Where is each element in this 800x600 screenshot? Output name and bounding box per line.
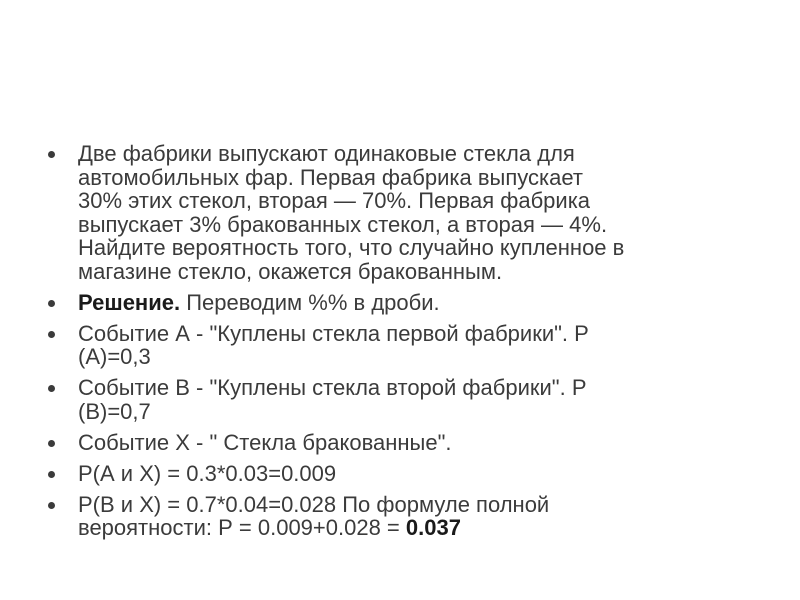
bullet-list [44,142,764,547]
event-a-item [44,322,764,369]
calc-b-item [44,493,764,540]
event-x-item [44,431,764,455]
problem-line-2: автомобильных фар. Первая фабрика выпускает [78,164,583,190]
calc-a-item [44,462,764,486]
solution-label: Решение. [78,289,181,315]
bullet-dot [48,502,55,509]
event-b-line-2: (В)=0,7 [78,398,151,424]
event-b-item [44,376,764,423]
final-answer: 0.037 [405,515,461,540]
bullet-dot [48,331,55,338]
bullet-dot [48,385,55,392]
solution-item [44,291,764,315]
problem-line-4: выпускает 3% бракованных стекол, а вторая — 4%. [78,211,608,237]
event-x-text: Событие Х - " Стекла бракованные". [78,429,452,455]
event-a-line-2: (А)=0,3 [78,344,151,369]
bullet-dot [48,300,55,307]
bullet-dot [48,440,55,447]
bullet-dot [48,151,55,158]
calc-b-line-1: Р(В и Х) = 0.7*0.04=0.028 По формуле полной [78,491,550,517]
problem-line-5: Найдите вероятность того, что случайно купленное в [78,235,625,260]
problem-line-3: 30% этих стекол, вторая — 70%. Первая фабрика [78,188,591,213]
event-b-line-1: Событие В - "Куплены стекла второй фабрики". Р [78,375,587,400]
problem-line-6: магазине стекло, окажется бракованным. [78,258,503,284]
event-a-line-1: Событие А - "Куплены стекла первой фабрики". Р [78,320,589,346]
solution-text: Переводим %% в дроби. [180,289,440,315]
calc-a-text: Р(А и Х) = 0.3*0.03=0.009 [78,460,337,486]
calc-b-line-2: вероятности: Р = 0.009+0.028 = [78,515,406,540]
problem-statement [44,142,764,283]
problem-line-1: Две фабрики выпускают одинаковые стекла для [78,141,575,166]
bullet-dot [48,471,55,478]
